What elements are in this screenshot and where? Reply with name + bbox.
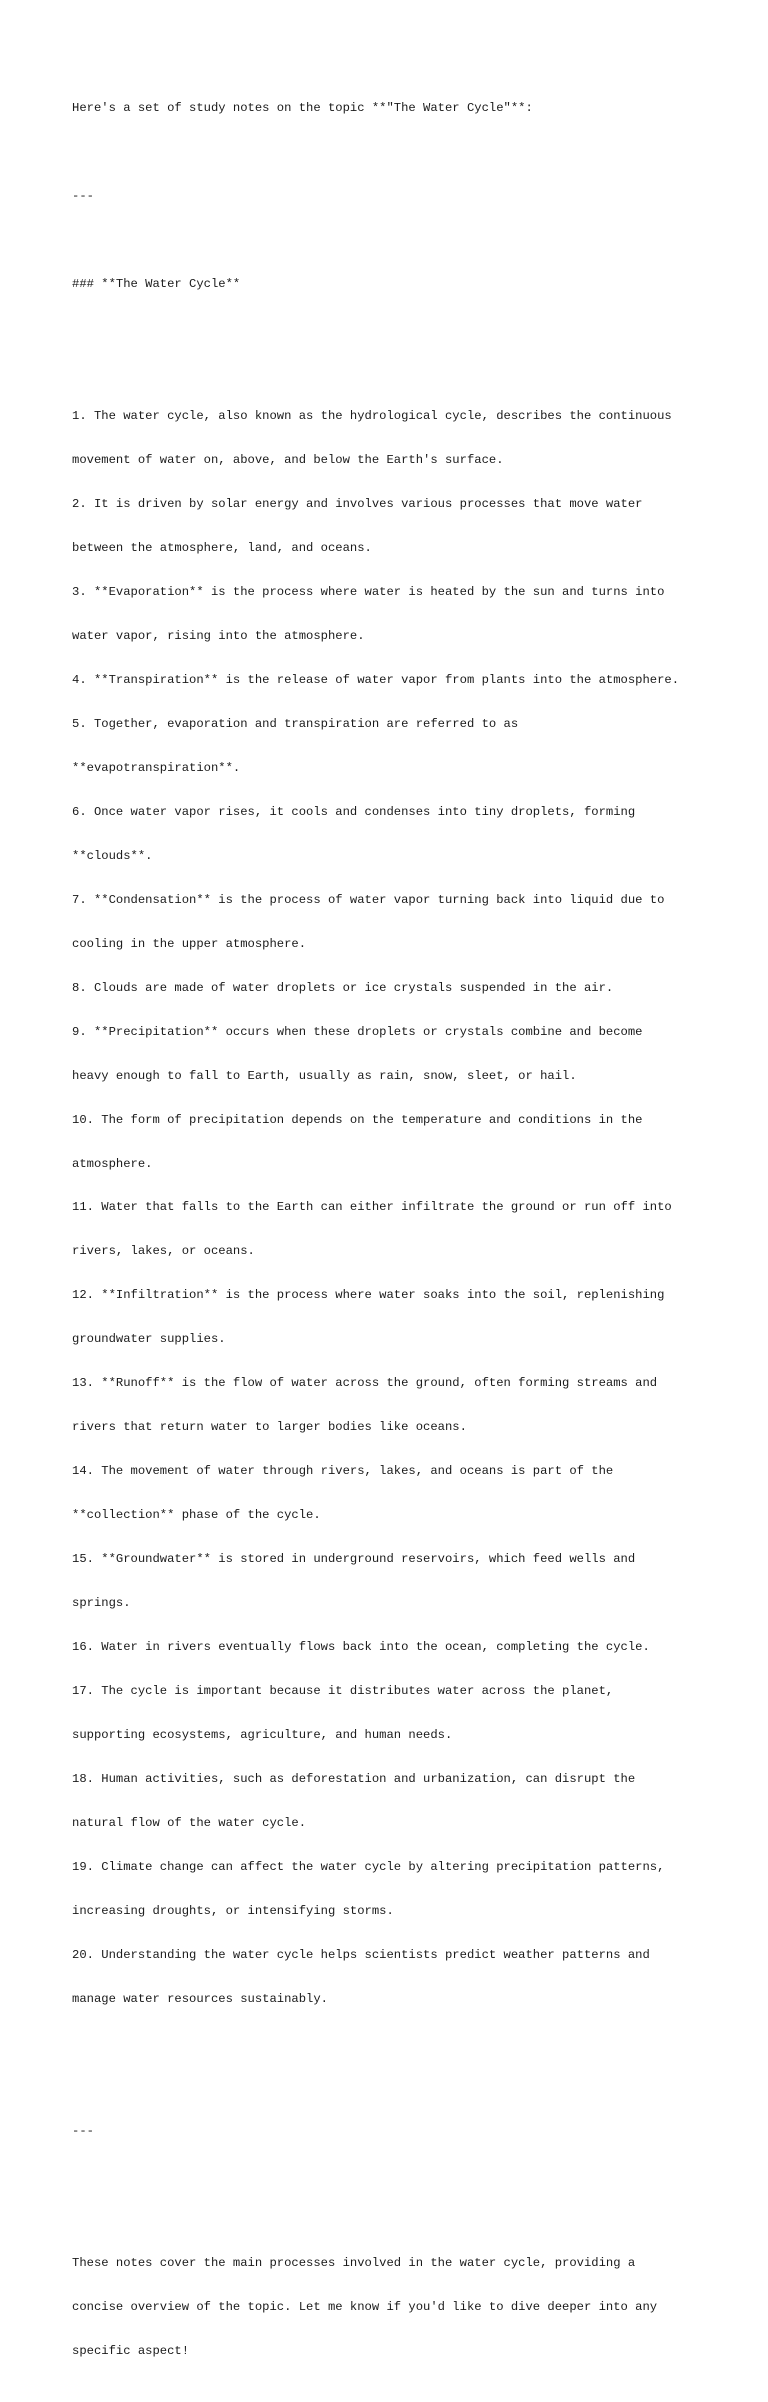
note-line: 7. **Condensation** is the process of water vapor turning back into liquid due to	[72, 892, 665, 907]
note-line: cooling in the upper atmosphere.	[72, 936, 307, 951]
note-line: movement of water on, above, and below the Earth's surface.	[72, 453, 504, 468]
note-line: 17. The cycle is important because it distributes water across the planet,	[72, 1684, 614, 1699]
note-line: 14. The movement of water through rivers, lakes, and oceans is part of the	[72, 1464, 614, 1479]
note-line: 15. **Groundwater** is stored in underground reservoirs, which feed wells and	[72, 1552, 636, 1567]
notes-list	[72, 380, 712, 2036]
divider-bottom: ---	[72, 2123, 94, 2138]
note-line: 20. Understanding the water cycle helps scientists predict weather patterns and	[72, 1947, 650, 1962]
note-line: rivers that return water to larger bodies like oceans.	[72, 1420, 467, 1435]
note-line: 10. The form of precipitation depends on the temperature and conditions in the	[72, 1112, 643, 1127]
note-line: water vapor, rising into the atmosphere.	[72, 628, 365, 643]
note-line: groundwater supplies.	[72, 1332, 226, 1347]
outro-paragraph	[72, 2226, 712, 2387]
note-line: increasing droughts, or intensifying storms.	[72, 1903, 394, 1918]
section-heading: ### **The Water Cycle**	[72, 277, 241, 292]
spacer	[72, 321, 712, 336]
spacer	[72, 233, 712, 248]
note-line: 3. **Evaporation** is the process where water is heated by the sun and turns into	[72, 584, 665, 599]
note-line: 16. Water in rivers eventually flows back into the ocean, completing the cycle.	[72, 1640, 650, 1655]
note-line: 13. **Runoff** is the flow of water across the ground, often forming streams and	[72, 1376, 658, 1391]
note-line: 11. Water that falls to the Earth can either infiltrate the ground or run off into	[72, 1200, 672, 1215]
note-line: springs.	[72, 1596, 131, 1611]
outro-line: concise overview of the topic. Let me know if you'd like to dive deeper into any	[72, 2299, 658, 2314]
spacer	[72, 145, 712, 160]
note-line: 9. **Precipitation** occurs when these droplets or crystals combine and become	[72, 1024, 643, 1039]
note-line: 6. Once water vapor rises, it cools and condenses into tiny droplets, forming	[72, 804, 636, 819]
note-line: 19. Climate change can affect the water cycle by altering precipitation patterns,	[72, 1860, 665, 1875]
note-line: **evapotranspiration**.	[72, 760, 241, 775]
outro-line: specific aspect!	[72, 2343, 190, 2358]
note-line: 5. Together, evaporation and transpiration are referred to as	[72, 716, 519, 731]
note-line: **clouds**.	[72, 848, 153, 863]
note-line: rivers, lakes, or oceans.	[72, 1244, 255, 1259]
outro-line: These notes cover the main processes involved in the water cycle, providing a	[72, 2255, 636, 2270]
divider-top: ---	[72, 189, 94, 204]
note-line: natural flow of the water cycle.	[72, 1816, 307, 1831]
note-line: 4. **Transpiration** is the release of water vapor from plants into the atmosphere.	[72, 672, 680, 687]
note-line: manage water resources sustainably.	[72, 1991, 328, 2006]
note-line: atmosphere.	[72, 1156, 153, 1171]
spacer	[72, 2080, 712, 2095]
note-line: 12. **Infiltration** is the process where water soaks into the soil, replenishing	[72, 1288, 665, 1303]
note-line: 18. Human activities, such as deforestation and urbanization, can disrupt the	[72, 1772, 636, 1787]
spacer	[72, 2168, 712, 2183]
note-line: 1. The water cycle, also known as the hydrological cycle, describes the continuous	[72, 409, 672, 424]
note-line: 2. It is driven by solar energy and involves various processes that move water	[72, 496, 643, 511]
note-line: 8. Clouds are made of water droplets or ice crystals suspended in the air.	[72, 980, 614, 995]
note-line: heavy enough to fall to Earth, usually as rain, snow, sleet, or hail.	[72, 1068, 577, 1083]
note-line: between the atmosphere, land, and oceans.	[72, 540, 372, 555]
note-line: supporting ecosystems, agriculture, and human needs.	[72, 1728, 453, 1743]
document-body	[72, 72, 712, 2402]
note-line: **collection** phase of the cycle.	[72, 1508, 321, 1523]
intro-text: Here's a set of study notes on the topic **"The Water Cycle"**:	[72, 101, 533, 116]
